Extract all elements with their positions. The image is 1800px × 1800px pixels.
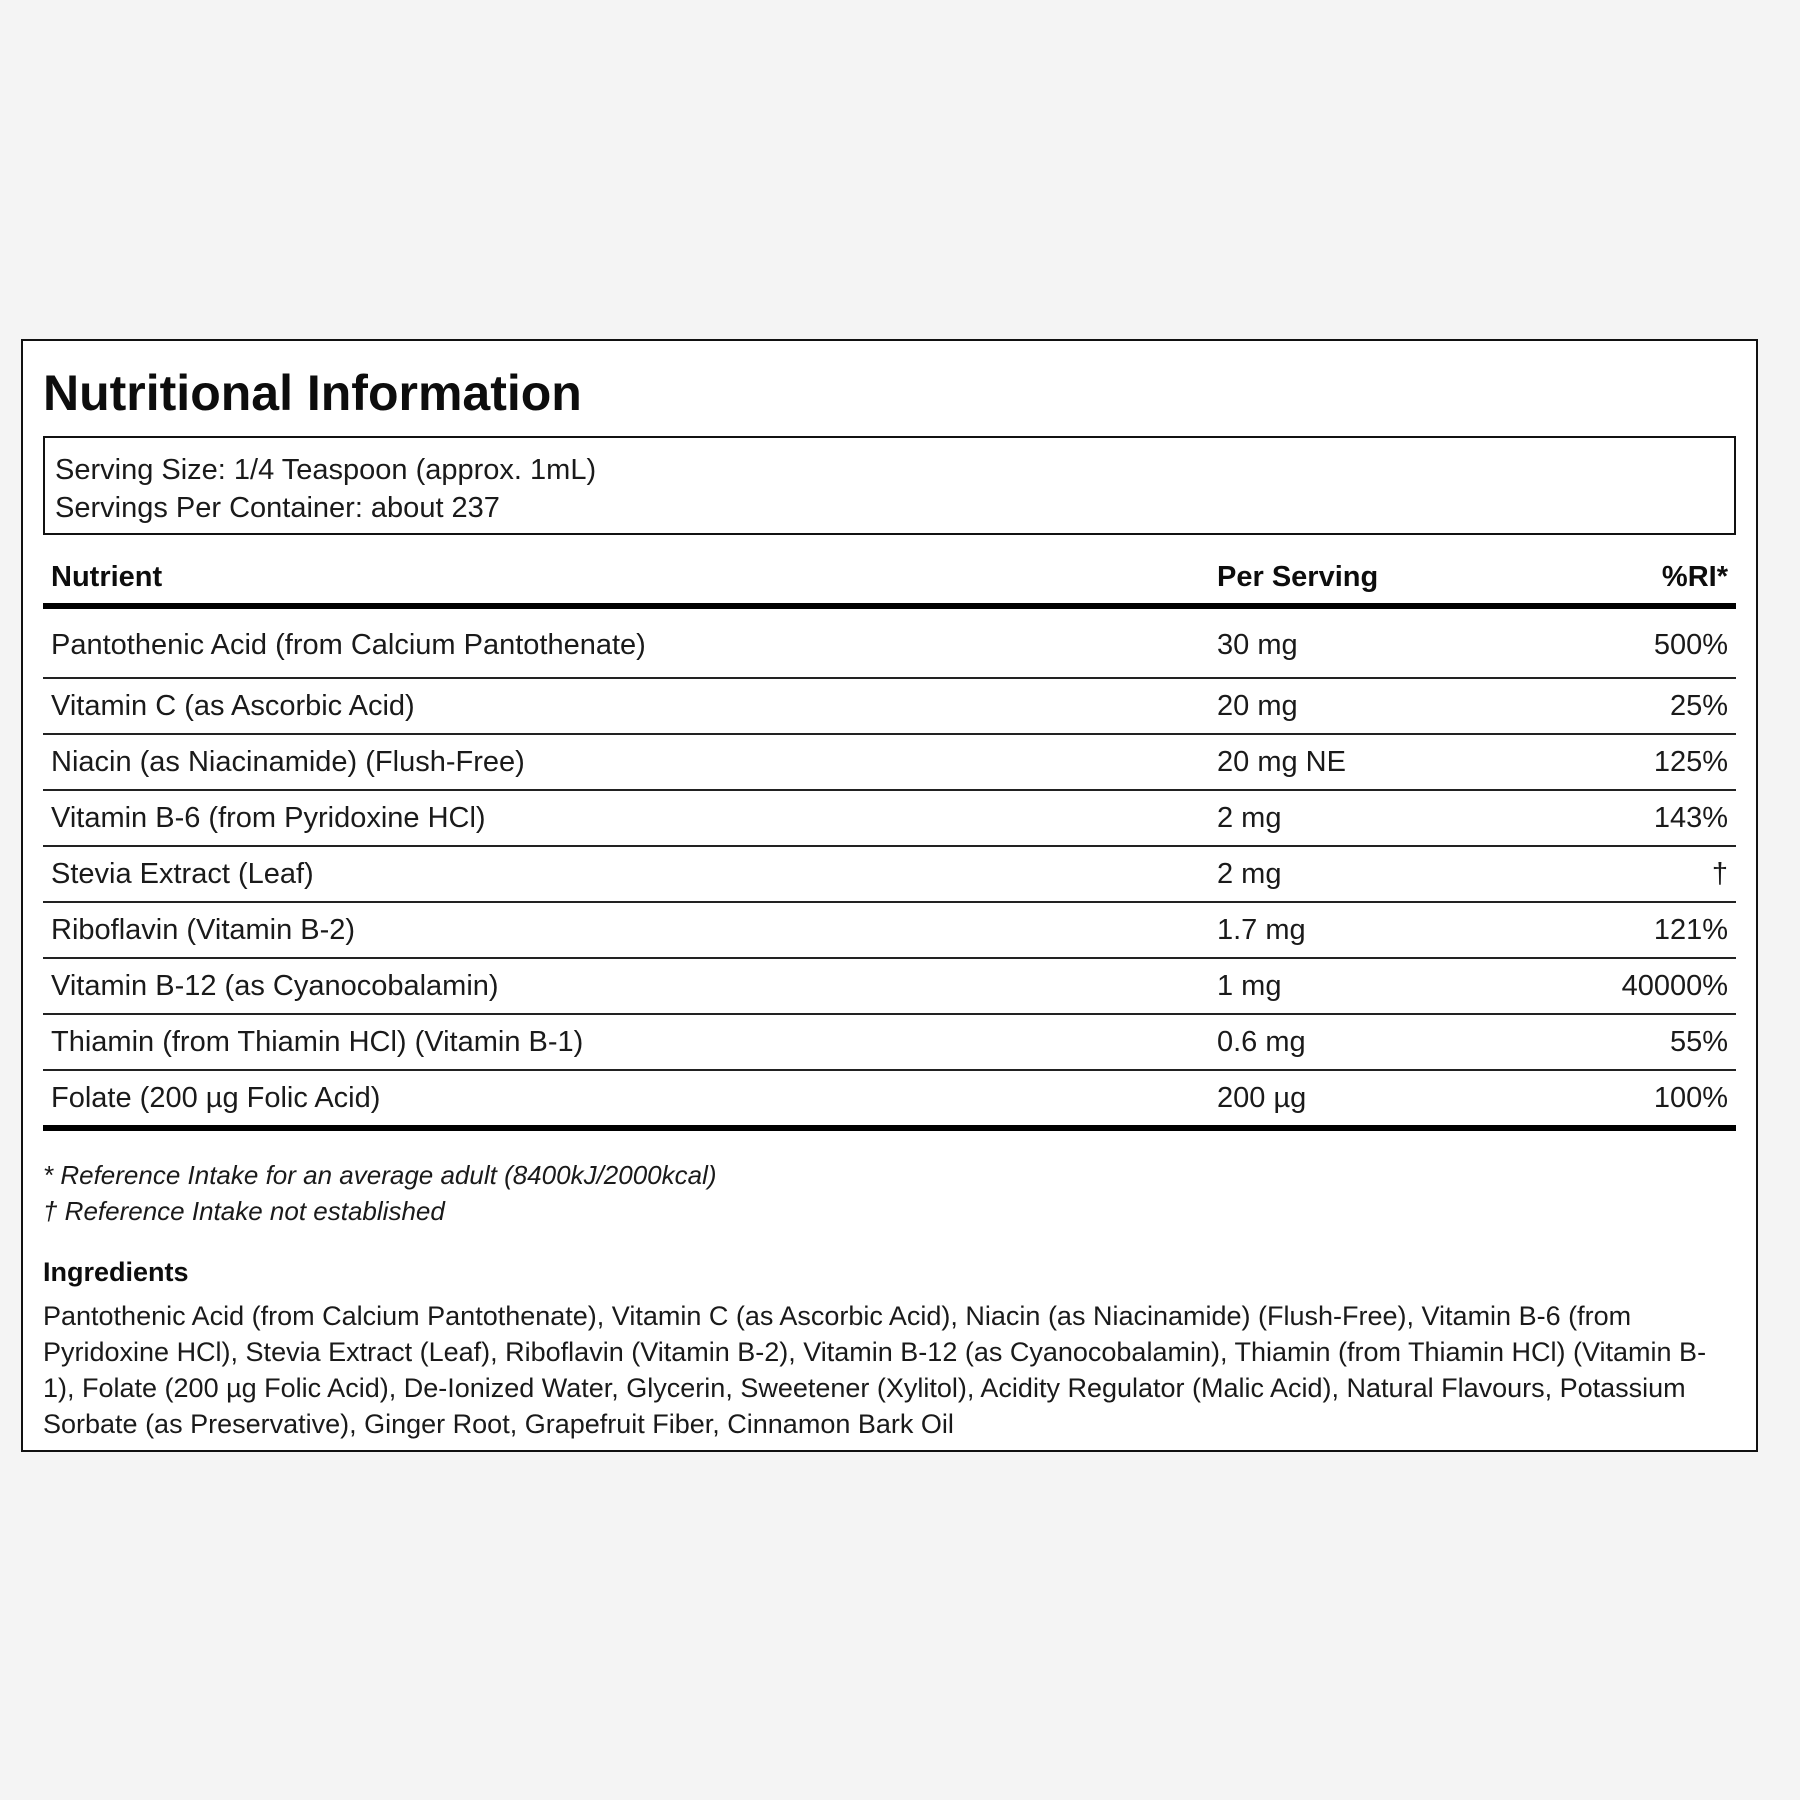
nutrient-name: Vitamin B-12 (as Cyanocobalamin): [43, 958, 1209, 1014]
nutrient-table-header: [43, 549, 1736, 606]
footnote-reference-intake: * Reference Intake for an average adult (8400kJ/2000kcal): [43, 1160, 717, 1190]
table-row: [43, 678, 1736, 734]
servings-per-container: Servings Per Container: about 237: [55, 492, 500, 524]
nutrient-per-serving: 1.7 mg: [1209, 902, 1555, 958]
table-row: [43, 1070, 1736, 1128]
nutrient-ri: †: [1555, 846, 1736, 902]
nutrient-per-serving: 0.6 mg: [1209, 1014, 1555, 1070]
table-row: [43, 790, 1736, 846]
nutrient-ri: 500%: [1555, 606, 1736, 678]
header-nutrient: Nutrient: [43, 549, 1209, 606]
nutrient-name: Vitamin B-6 (from Pyridoxine HCl): [43, 790, 1209, 846]
nutrient-ri: 25%: [1555, 678, 1736, 734]
nutrient-name: Pantothenic Acid (from Calcium Pantothenate): [43, 606, 1209, 678]
nutrient-name: Thiamin (from Thiamin HCl) (Vitamin B-1): [43, 1014, 1209, 1070]
nutrient-per-serving: 2 mg: [1209, 846, 1555, 902]
nutrient-ri: 121%: [1555, 902, 1736, 958]
nutrition-label-panel: [21, 339, 1758, 1452]
nutrient-per-serving: 1 mg: [1209, 958, 1555, 1014]
nutrient-per-serving: 20 mg: [1209, 678, 1555, 734]
table-row: [43, 606, 1736, 678]
nutrient-name: Folate (200 µg Folic Acid): [43, 1070, 1209, 1128]
table-row: [43, 846, 1736, 902]
label-title: Nutritional Information: [43, 365, 582, 421]
header-ri: %RI*: [1555, 549, 1736, 606]
nutrient-per-serving: 30 mg: [1209, 606, 1555, 678]
footnote-not-established: † Reference Intake not established: [43, 1196, 445, 1226]
ingredients-text: Pantothenic Acid (from Calcium Pantothenate), Vitamin C (as Ascorbic Acid), Niacin (as Niacinamide) (Flush-Free), Vitamin B-6 (from Pyridoxine HCl), Stevia Extract (Leaf), Riboflavin (Vitamin B-2), Vitamin B-12 (as Cyanocobalamin), Thiamin (from Thiamin HCl) (Vitamin B-1), Folate (200 µg Folic Acid), De-Ionized Water, Glycerin, Sweetener (Xylitol), Acidity Regulator (Malic Acid), Natural Flavours, Potassium Sorbate (as Preservative), Ginger Root, Grapefruit Fiber, Cinnamon Bark Oil: [43, 1301, 1707, 1439]
ingredients-heading: Ingredients: [43, 1257, 189, 1287]
footnotes: [43, 1157, 1736, 1229]
table-row: [43, 902, 1736, 958]
nutrient-name: Niacin (as Niacinamide) (Flush-Free): [43, 734, 1209, 790]
table-row: [43, 958, 1736, 1014]
nutrient-per-serving: 200 µg: [1209, 1070, 1555, 1128]
nutrient-ri: 125%: [1555, 734, 1736, 790]
nutrient-ri: 100%: [1555, 1070, 1736, 1128]
nutrient-ri: 143%: [1555, 790, 1736, 846]
serving-info-box: [43, 436, 1736, 535]
nutrient-name: Vitamin C (as Ascorbic Acid): [43, 678, 1209, 734]
nutrient-per-serving: 20 mg NE: [1209, 734, 1555, 790]
table-row: [43, 734, 1736, 790]
table-row: [43, 1014, 1736, 1070]
serving-size: Serving Size: 1/4 Teaspoon (approx. 1mL): [55, 454, 597, 486]
nutrient-table: [43, 549, 1736, 1131]
nutrient-ri: 40000%: [1555, 958, 1736, 1014]
nutrient-per-serving: 2 mg: [1209, 790, 1555, 846]
nutrient-ri: 55%: [1555, 1014, 1736, 1070]
nutrient-name: Stevia Extract (Leaf): [43, 846, 1209, 902]
header-per-serving: Per Serving: [1209, 549, 1555, 606]
nutrient-name: Riboflavin (Vitamin B-2): [43, 902, 1209, 958]
